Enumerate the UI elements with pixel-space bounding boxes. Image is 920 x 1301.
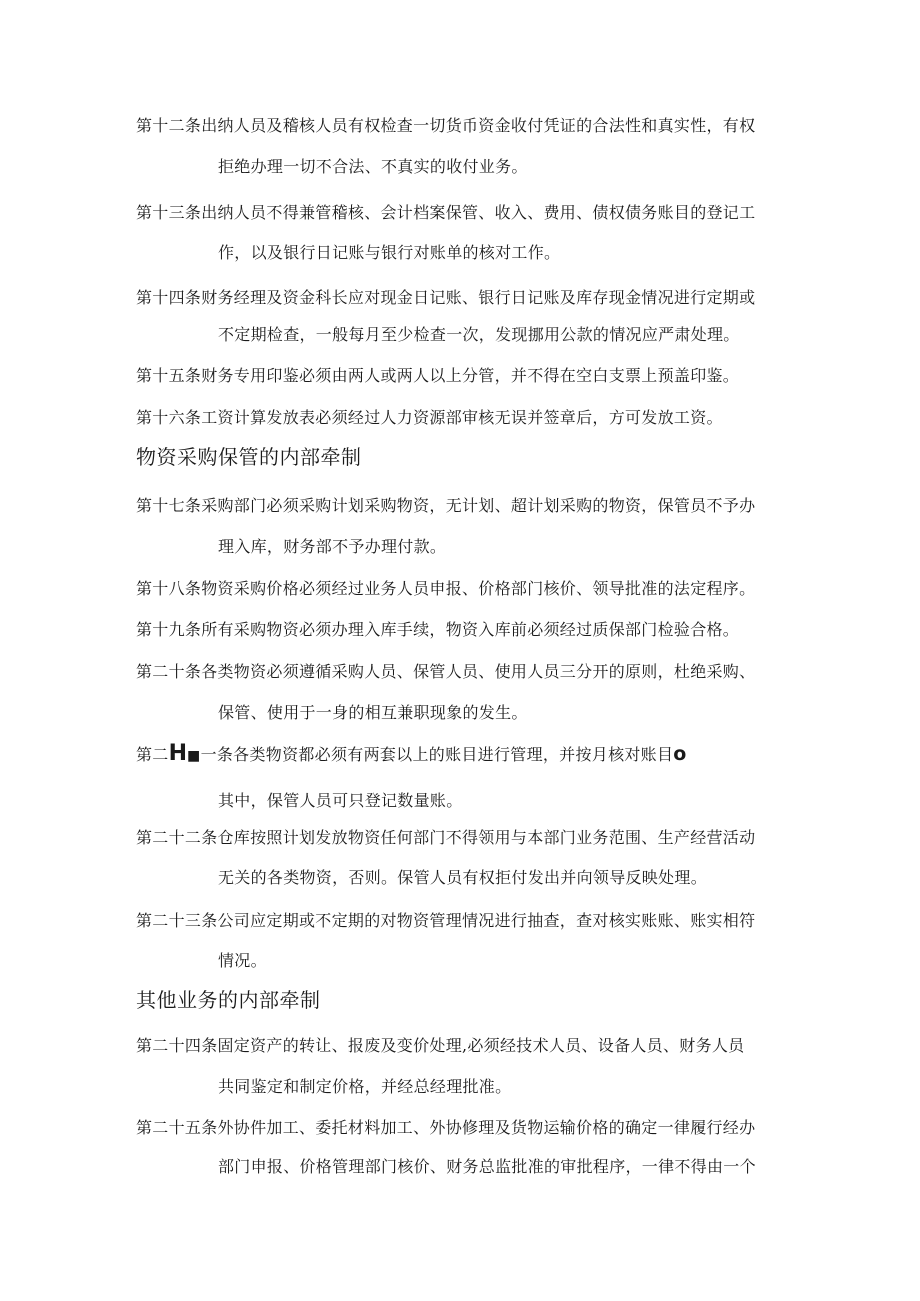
article-21-prefix: 第二	[136, 745, 169, 764]
article-16-line-1: 第十六条工资计算发放表必须经过人力资源部审核无误并签章后，方可发放工资。	[136, 408, 723, 427]
article-14-line-1: 第十四条财务经理及资金科长应对现金日记账、银行日记账及库存现金情况进行定期或	[136, 288, 756, 307]
article-17-line-1: 第十七条采购部门必须采购计划采购物资，无计划、超计划采购的物资，保管员不予办	[136, 496, 756, 515]
article-24-line-1: 第二十四条固定资产的转让、报废及变价处理,必须经技术人员、设备人员、财务人员	[136, 1036, 745, 1055]
article-12-line-2: 拒绝办理一切不合法、不真实的收付业务。	[218, 157, 528, 176]
article-21-text: 一条各类物资都必须有两套以上的账目进行管理，并按月核对账目	[200, 745, 674, 764]
article-14-line-2: 不定期检查，一般每月至少检查一次，发现挪用公款的情况应严肃处理。	[218, 325, 740, 344]
article-17-line-2: 理入库，财务部不予办理付款。	[218, 537, 447, 556]
article-24-line-2: 共同鉴定和制定价格，并经总经理批准。	[218, 1077, 512, 1096]
article-15-line-1: 第十五条财务专用印鉴必须由两人或两人以上分管，并不得在空白支票上预盖印鉴。	[136, 366, 740, 385]
article-18-line-1: 第十八条物资采购价格必须经过业务人员申报、价格部门核价、领导批准的法定程序。	[136, 579, 756, 598]
article-21-line-1	[136, 741, 687, 766]
ocr-artifact-box: ■	[187, 748, 201, 764]
article-23-line-1: 第二十三条公司应定期或不定期的对物资管理情况进行抽查，查对核实账账、账实相符	[136, 911, 756, 930]
article-21-line-2: 其中，保管人员可只登记数量账。	[218, 791, 463, 810]
article-25-line-2: 部门申报、价格管理部门核价、财务总监批准的审批程序，一律不得由一个	[218, 1157, 756, 1176]
section-heading-other: 其他业务的内部牵制	[136, 988, 321, 1012]
article-13-line-2: 作，以及银行日记账与银行对账单的核对工作。	[218, 243, 561, 262]
article-22-line-2: 无关的各类物资，否则。保管人员有权拒付发出并向领导反映处理。	[218, 868, 708, 887]
section-heading-procurement: 物资采购保管的内部牵制	[136, 445, 362, 469]
ocr-artifact-o: o	[673, 743, 687, 765]
article-13-line-1: 第十三条出纳人员不得兼管稽核、会计档案保管、收入、费用、债权债务账目的登记工	[136, 203, 756, 222]
article-22-line-1: 第二十二条仓库按照计划发放物资任何部门不得领用与本部门业务范围、生产经营活动	[136, 828, 756, 847]
article-19-line-1: 第十九条所有采购物资必须办理入库手续，物资入库前必须经过质保部门检验合格。	[136, 620, 740, 639]
article-20-line-2: 保管、使用于一身的相互兼职现象的发生。	[218, 703, 528, 722]
ocr-artifact-h: H	[168, 741, 188, 766]
article-20-line-1: 第二十条各类物资必须遵循采购人员、保管人员、使用人员三分开的原则，杜绝采购、	[136, 662, 756, 681]
article-12-line-1: 第十二条出纳人员及稽核人员有权检查一切货币资金收付凭证的合法性和真实性，有权	[136, 116, 756, 135]
article-23-line-2: 情况。	[218, 951, 267, 970]
article-25-line-1: 第二十五条外协件加工、委托材料加工、外协修理及货物运输价格的确定一律履行经办	[136, 1118, 756, 1137]
